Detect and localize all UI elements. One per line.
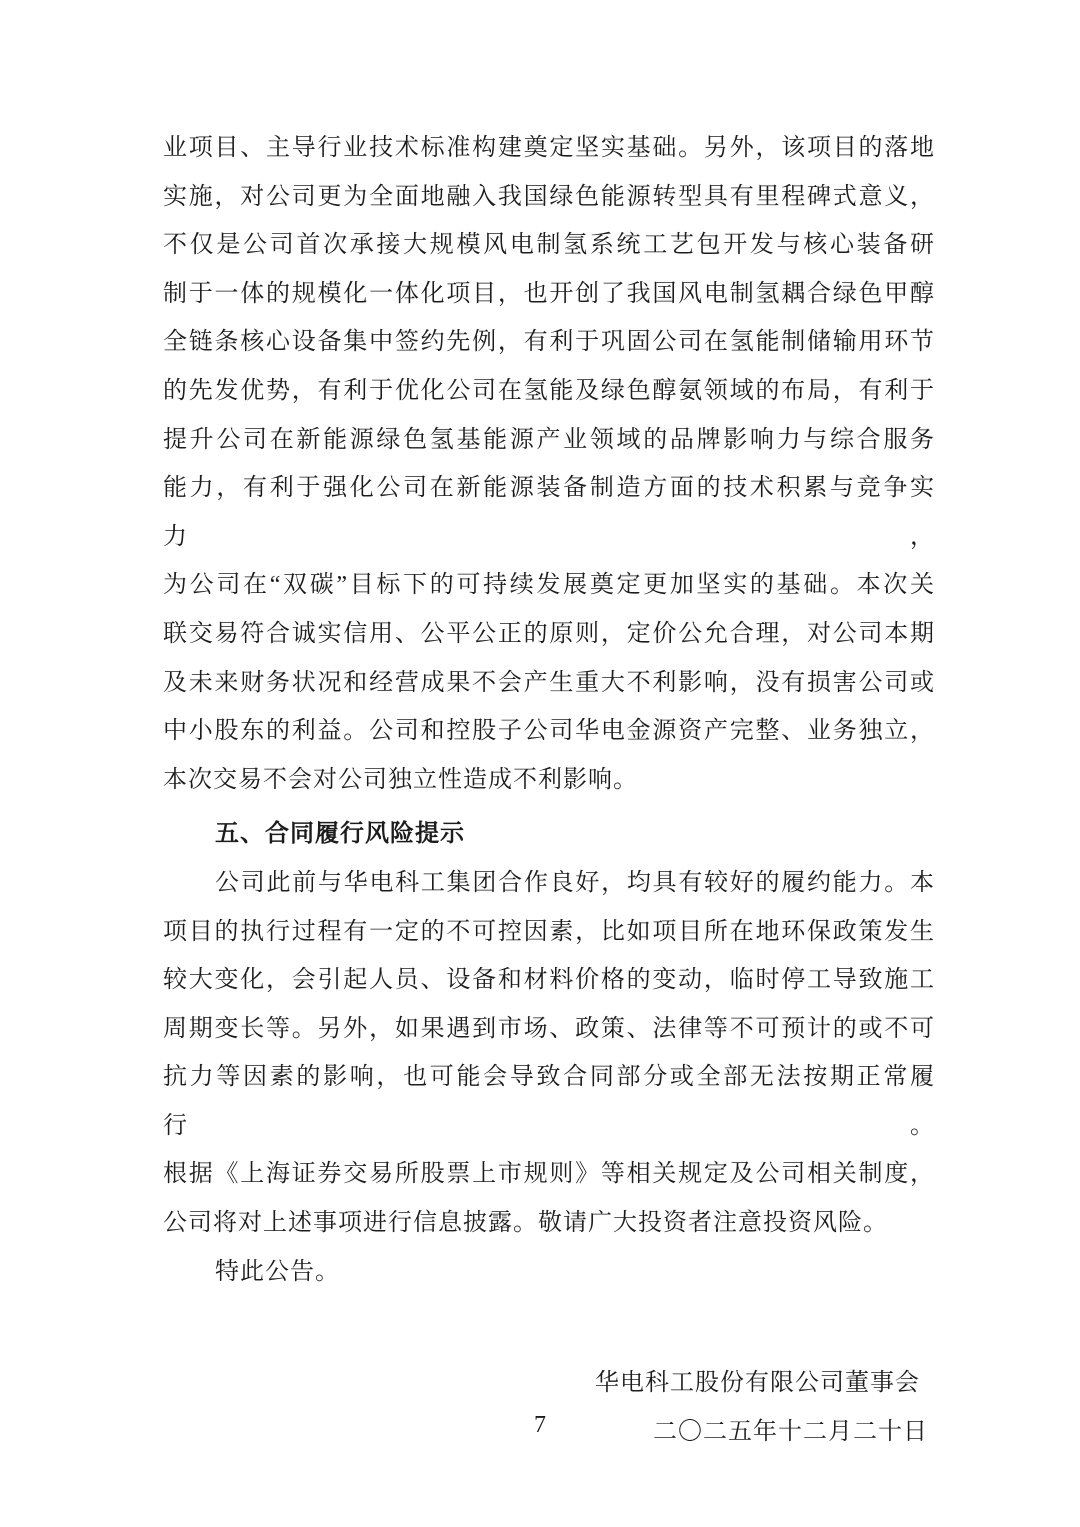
paragraph2-line: 公司此前与华电科工集团合作良好，均具有较好的履约能力。本 bbox=[215, 869, 935, 896]
paragraph2-line: 项目的执行过程有一定的不可控因素，比如项目所在地环保政策发生 bbox=[163, 918, 935, 945]
section-heading: 五、合同履行风险提示 bbox=[215, 821, 465, 848]
closing-statement: 特此公告。 bbox=[215, 1258, 340, 1285]
paragraph2-line: 抗力等因素的影响，也可能会导致合同部分或全部无法按期正常履行。 bbox=[163, 1064, 935, 1139]
paragraph1-line: 及未来财务状况和经营成果不会产生重大不利影响，没有损害公司或 bbox=[163, 669, 935, 696]
paragraph2-line: 根据《上海证券交易所股票上市规则》等相关规定及公司相关制度， bbox=[163, 1161, 935, 1188]
paragraph1-line: 制于一体的规模化一体化项目，也开创了我国风电制氢耦合绿色甲醇 bbox=[163, 280, 935, 307]
paragraph1-line: 业项目、主导行业技术标准构建奠定坚实基础。另外，该项目的落地 bbox=[163, 135, 935, 161]
paragraph1-line: 提升公司在新能源绿色氢基能源产业领域的品牌影响力与综合服务 bbox=[163, 426, 935, 453]
paragraph1-line: 中小股东的利益。公司和控股子公司华电金源资产完整、业务独立， bbox=[163, 718, 935, 745]
signature-block bbox=[163, 1359, 935, 1456]
paragraph1-line: 实施，对公司更为全面地融入我国绿色能源转型具有里程碑式意义， bbox=[163, 183, 935, 210]
paragraph2-line: 较大变化，会引起人员、设备和材料价格的变动，临时停工导致施工 bbox=[163, 967, 935, 994]
document-body bbox=[163, 124, 935, 1456]
paragraph1-line: 能力，有利于强化公司在新能源装备制造方面的技术积累与竞争实力， bbox=[163, 475, 935, 550]
paragraph1-line: 联交易符合诚实信用、公平公正的原则，定价公允合理，对公司本期 bbox=[163, 620, 935, 647]
paragraph1-line: 全链条核心设备集中签约先例，有利于巩固公司在氢能制储输用环节 bbox=[163, 329, 935, 356]
paragraph1-line: 为公司在“双碳”目标下的可持续发展奠定更加坚实的基础。本次关 bbox=[163, 572, 935, 599]
paragraph1-line: 本次交易不会对公司独立性造成不利影响。 bbox=[163, 766, 638, 793]
paragraph2-line: 公司将对上述事项进行信息披露。敬请广大投资者注意投资风险。 bbox=[163, 1210, 888, 1237]
paragraph1-line: 的先发优势，有利于优化公司在氢能及绿色醇氨领域的布局，有利于 bbox=[163, 377, 935, 404]
paragraph2-line: 周期变长等。另外，如果遇到市场、政策、法律等不可预计的或不可 bbox=[163, 1015, 935, 1042]
page-number: 7 bbox=[534, 1412, 546, 1438]
signature-company: 华电科工股份有限公司董事会 bbox=[595, 1370, 920, 1397]
signature-date: 二〇二五年十二月二十日 bbox=[653, 1418, 928, 1445]
paragraph1-line: 不仅是公司首次承接大规模风电制氢系统工艺包开发与核心装备研 bbox=[163, 232, 935, 259]
